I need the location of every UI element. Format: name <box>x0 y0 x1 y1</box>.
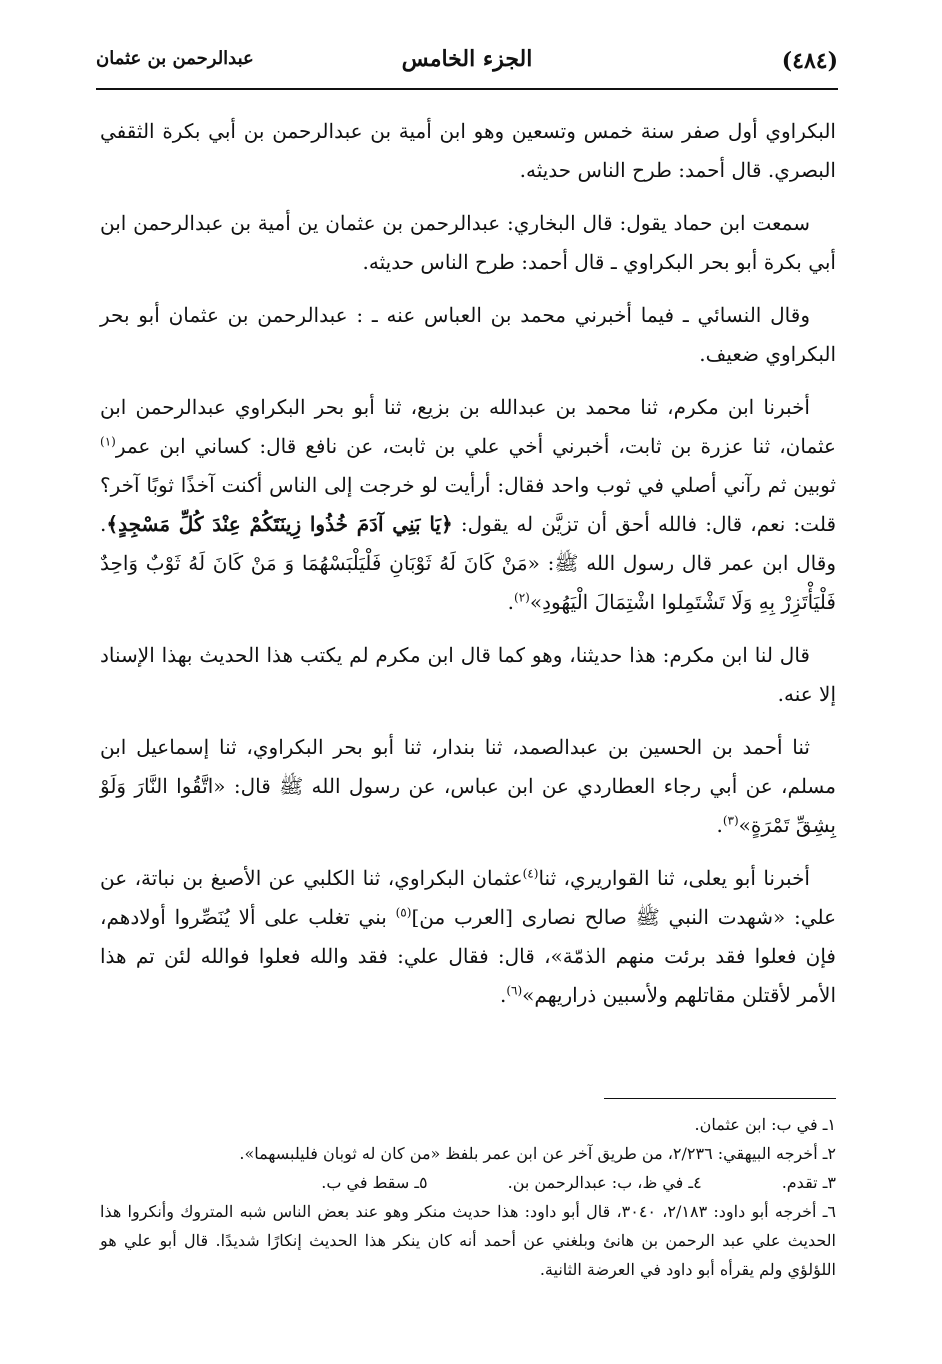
footnote-ref-6: (٦) <box>506 983 523 998</box>
paragraph-6-text-a: ثنا أحمد بن الحسين بن عبدالصمد، ثنا بندار، ثنا أبو بحر البكراوي، ثنا إسماعيل ابن مسلم، عن أبي رجاء العطاردي عن ابن عباس، عن رسول الله ﷺ قال: «اتَّقُوا النَّارَ وَلَوْ بِشِقِّ تَمْرَةٍ» <box>100 735 836 837</box>
footnote-2: ٢ـ أخرجه البيهقي: ٢/٢٣٦، من طريق آخر عن ابن عمر بلفظ «من كان له ثوبان فليلبسهما». <box>239 1144 836 1163</box>
paragraph-7-text-a: أخبرنا أبو يعلى، ثنا القواريري، ثنا <box>538 866 810 890</box>
paragraph-6-text-b: . <box>716 813 723 837</box>
paragraph-4-text-c: . وقال ابن عمر قال رسول الله ﷺ: «مَنْ كَانَ لَهُ ثَوْبَانِ فَلْيَلْبَسْهُمَا وَ مَنْ كَانَ لَهُ ثَوْبٌ وَاحِدٌ فَلْيَأْتَزِرْ بِهِ وَلَا تَشْتَمِلوا اشْتِمَالَ الْيَهُودِ» <box>100 512 836 614</box>
paragraph-1: البكراوي أول صفر سنة خمس وتسعين وهو ابن أمية بن عبدالرحمن بن أبي بكرة الثقفي البصري. قال أحمد: طرح الناس حديثه. <box>100 119 836 182</box>
paragraph-7-text-c: بني تغلب على ألا يُنَصِّروا أولادهم، فإن فعلوا فقد برئت منهم الذمّة»، قال: فقال علي: فقد والله فعلوا فوالله لئن تم هذا الأمر لأقتلن مقاتلهم ولأسبين ذراريهم» <box>100 905 836 1007</box>
quran-verse: ﴿يَا بَنِي آدَمَ خُذُوا زِينَتَكُمْ عِنْدَ كُلِّ مَسْجِدٍ﴾ <box>106 512 453 536</box>
paragraph-2: سمعت ابن حماد يقول: قال البخاري: عبدالرحمن بن عثمان ين أمية بن عبدالرحمن ابن أبي بكرة أبو بحر البكراوي ـ قال أحمد: طرح الناس حديثه. <box>100 211 836 274</box>
footnote-1: ١ـ في ب: ابن عثمان. <box>694 1115 836 1134</box>
paragraph-4-text-d: . <box>507 590 515 614</box>
paragraph-7-text-d: . <box>499 983 507 1007</box>
paragraph-4-text-b: ثوبين ثم رآني أصلي في ثوب واحد فقال: أرأيت لو خرجت إلى الناس أكنت آخذًا ثوبًا آخر؟ قلت: نعم، قال: فالله أحق أن تزيَّن له يقول: <box>100 473 836 536</box>
paragraph-6 <box>100 728 836 845</box>
footnote-row-3-5 <box>100 1168 836 1197</box>
footnote-divider <box>604 1098 836 1099</box>
footnote-4: ٤ـ في ظ، ب: عبدالرحمن بن. <box>507 1173 702 1192</box>
paragraph-4-text-a: أخبرنا ابن مكرم، ثنا محمد بن عبدالله بن بزيع، ثنا أبو بحر البكراوي عبدالرحمن ابن عثمان، ثنا عزرة بن ثابت، أخبرني أخي علي بن ثابت، عن نافع قال: كساني ابن عمر <box>100 395 836 458</box>
footnotes <box>100 1110 836 1284</box>
part-title: الجزء الخامس <box>401 46 533 72</box>
page-header <box>96 38 838 90</box>
page-number: (٤٨٤) <box>781 48 838 74</box>
footnote-ref-4: (٤) <box>522 866 539 881</box>
footnote-ref-2: (٢) <box>514 590 530 605</box>
paragraph-7-text-b: عثمان البكراوي، ثنا الكلبي عن الأصبغ بن نباتة، عن علي: «شهدت النبي ﷺ صالح نصارى [العرب من] <box>100 866 836 929</box>
paragraph-3: وقال النسائي ـ فيما أخبرني محمد بن العباس عنه ـ : عبدالرحمن بن عثمان أبو بحر البكراوي ضعيف. <box>100 303 836 366</box>
paragraph-5: قال لنا ابن مكرم: هذا حديثنا، وهو كما قال ابن مكرم لم يكتب هذا الحديث بهذا الإسناد إلا عنه. <box>100 643 836 706</box>
footnote-ref-5: (٥) <box>395 905 412 920</box>
paragraph-7 <box>100 859 836 1015</box>
main-text <box>100 112 836 1029</box>
paragraph-4 <box>100 388 836 622</box>
footnote-6: ٦ـ أخرجه أبو داود: ٢/١٨٣، ٣٠٤٠، قال أبو داود: هذا حديث منكر وهو عند بعض الناس شبه المتروك وأنكروا هذا الحديث علي عبد الرحمن بن هانئ وبلغني عن أحمد أنه كان ينكر هذا الحديث إنكارًا شديدًا. قال أبو علي هو اللؤلؤي ولم يقرأه أبو داود في العرضة الثانية. <box>100 1202 837 1279</box>
footnote-5: ٥ـ سقط في ب. <box>321 1173 428 1192</box>
footnote-ref-3: (٣) <box>722 813 739 828</box>
running-title: عبدالرحمن بن عثمان <box>96 48 254 69</box>
footnote-ref-1: (١) <box>100 434 116 449</box>
footnote-3: ٣ـ تقدم. <box>781 1173 836 1192</box>
